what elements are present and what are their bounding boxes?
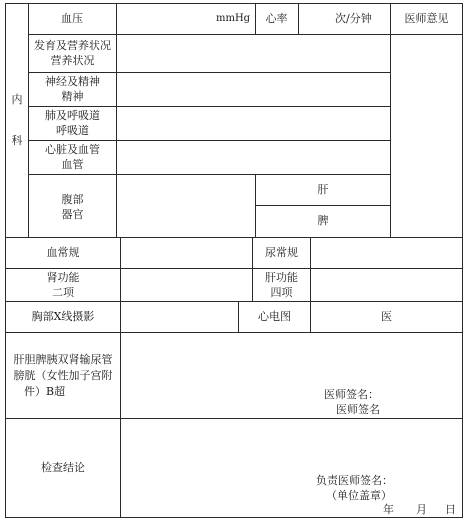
heart-vessel-line1: 心脏及血管: [45, 143, 100, 156]
nervous-mental-field[interactable]: [117, 73, 390, 106]
dept-label-char2: 科: [11, 134, 23, 147]
development-nutrition-line2: 营养状况: [50, 54, 95, 67]
conclusion-month: 月: [416, 503, 427, 516]
rule: [5, 517, 463, 518]
kidney-function-field[interactable]: [121, 269, 252, 301]
abdominal-organs-line1: 腹部: [61, 193, 84, 206]
blood-pressure-field[interactable]: [117, 4, 222, 34]
doctor-opinion-field[interactable]: [391, 35, 462, 237]
conclusion-label: 检查结论: [41, 461, 85, 474]
conclusion-sign-line2: （单位盖章）: [326, 489, 392, 502]
conclusion-field[interactable]: [121, 419, 462, 471]
lung-respiratory-field[interactable]: [117, 107, 390, 140]
urine-routine-label: 尿常规: [265, 246, 298, 259]
ultrasound-findings-field[interactable]: [121, 333, 462, 385]
dept-label-char1: 内: [11, 93, 23, 106]
heart-rate-label: 心率: [265, 12, 288, 25]
development-nutrition-line1: 发育及营养状况: [34, 39, 111, 52]
kidney-function-line1: 肾功能: [46, 271, 80, 284]
imaging-doctor-label: 医: [381, 310, 392, 323]
development-nutrition-field[interactable]: [117, 35, 390, 72]
ecg-label: 心电图: [258, 310, 291, 323]
chest-xray-field[interactable]: [121, 302, 238, 332]
spleen-label: 脾: [317, 214, 329, 227]
kidney-function-line2: 二项: [52, 286, 74, 299]
conclusion-year: 年: [383, 503, 394, 516]
conclusion-day: 日: [445, 503, 456, 516]
heart-vessel-field[interactable]: [117, 141, 390, 174]
heart-rate-field[interactable]: [299, 4, 333, 34]
ultrasound-line2: 膀胱（女性加子宫附: [13, 369, 113, 382]
ultrasound-line3: 件）B超: [24, 385, 66, 398]
liver-function-line2: 四项: [270, 286, 293, 299]
lung-respiratory-line1: 肺及呼吸道: [45, 109, 100, 122]
conclusion-sign-line1: 负责医师签名：: [316, 474, 393, 487]
blood-pressure-unit: mmHg: [216, 13, 251, 24]
chest-xray-label: 胸部X线摄影: [31, 310, 95, 323]
nervous-mental-line1: 神经及精神: [45, 75, 100, 88]
abdominal-organs-line2: 器官: [61, 208, 84, 221]
ultrasound-line1: 肝胆脾胰双肾输尿管: [13, 353, 113, 366]
lung-respiratory-line2: 呼吸道: [56, 124, 89, 137]
blood-pressure-label: 血压: [61, 12, 83, 25]
rule: [462, 3, 463, 518]
heart-rate-unit: 次/分钟: [335, 12, 372, 25]
abdominal-organs-field[interactable]: [117, 175, 255, 237]
blood-routine-label: 血常规: [46, 246, 80, 259]
heart-vessel-line2: 血管: [61, 158, 84, 171]
ecg-field[interactable]: [311, 302, 376, 332]
liver-function-line1: 肝功能: [265, 271, 298, 284]
blood-routine-field[interactable]: [121, 238, 252, 268]
rule: [255, 205, 391, 206]
rule: [5, 3, 463, 4]
ultrasound-sign-line1: 医师签名：: [324, 388, 379, 401]
ultrasound-sign-line2: 医师签名: [336, 403, 380, 416]
doctor-opinion-header: 医师意见: [404, 12, 449, 25]
liver-function-field[interactable]: [311, 269, 462, 301]
nervous-mental-line2: 精神: [61, 90, 84, 103]
urine-routine-field[interactable]: [311, 238, 462, 268]
liver-label: 肝: [317, 183, 329, 196]
